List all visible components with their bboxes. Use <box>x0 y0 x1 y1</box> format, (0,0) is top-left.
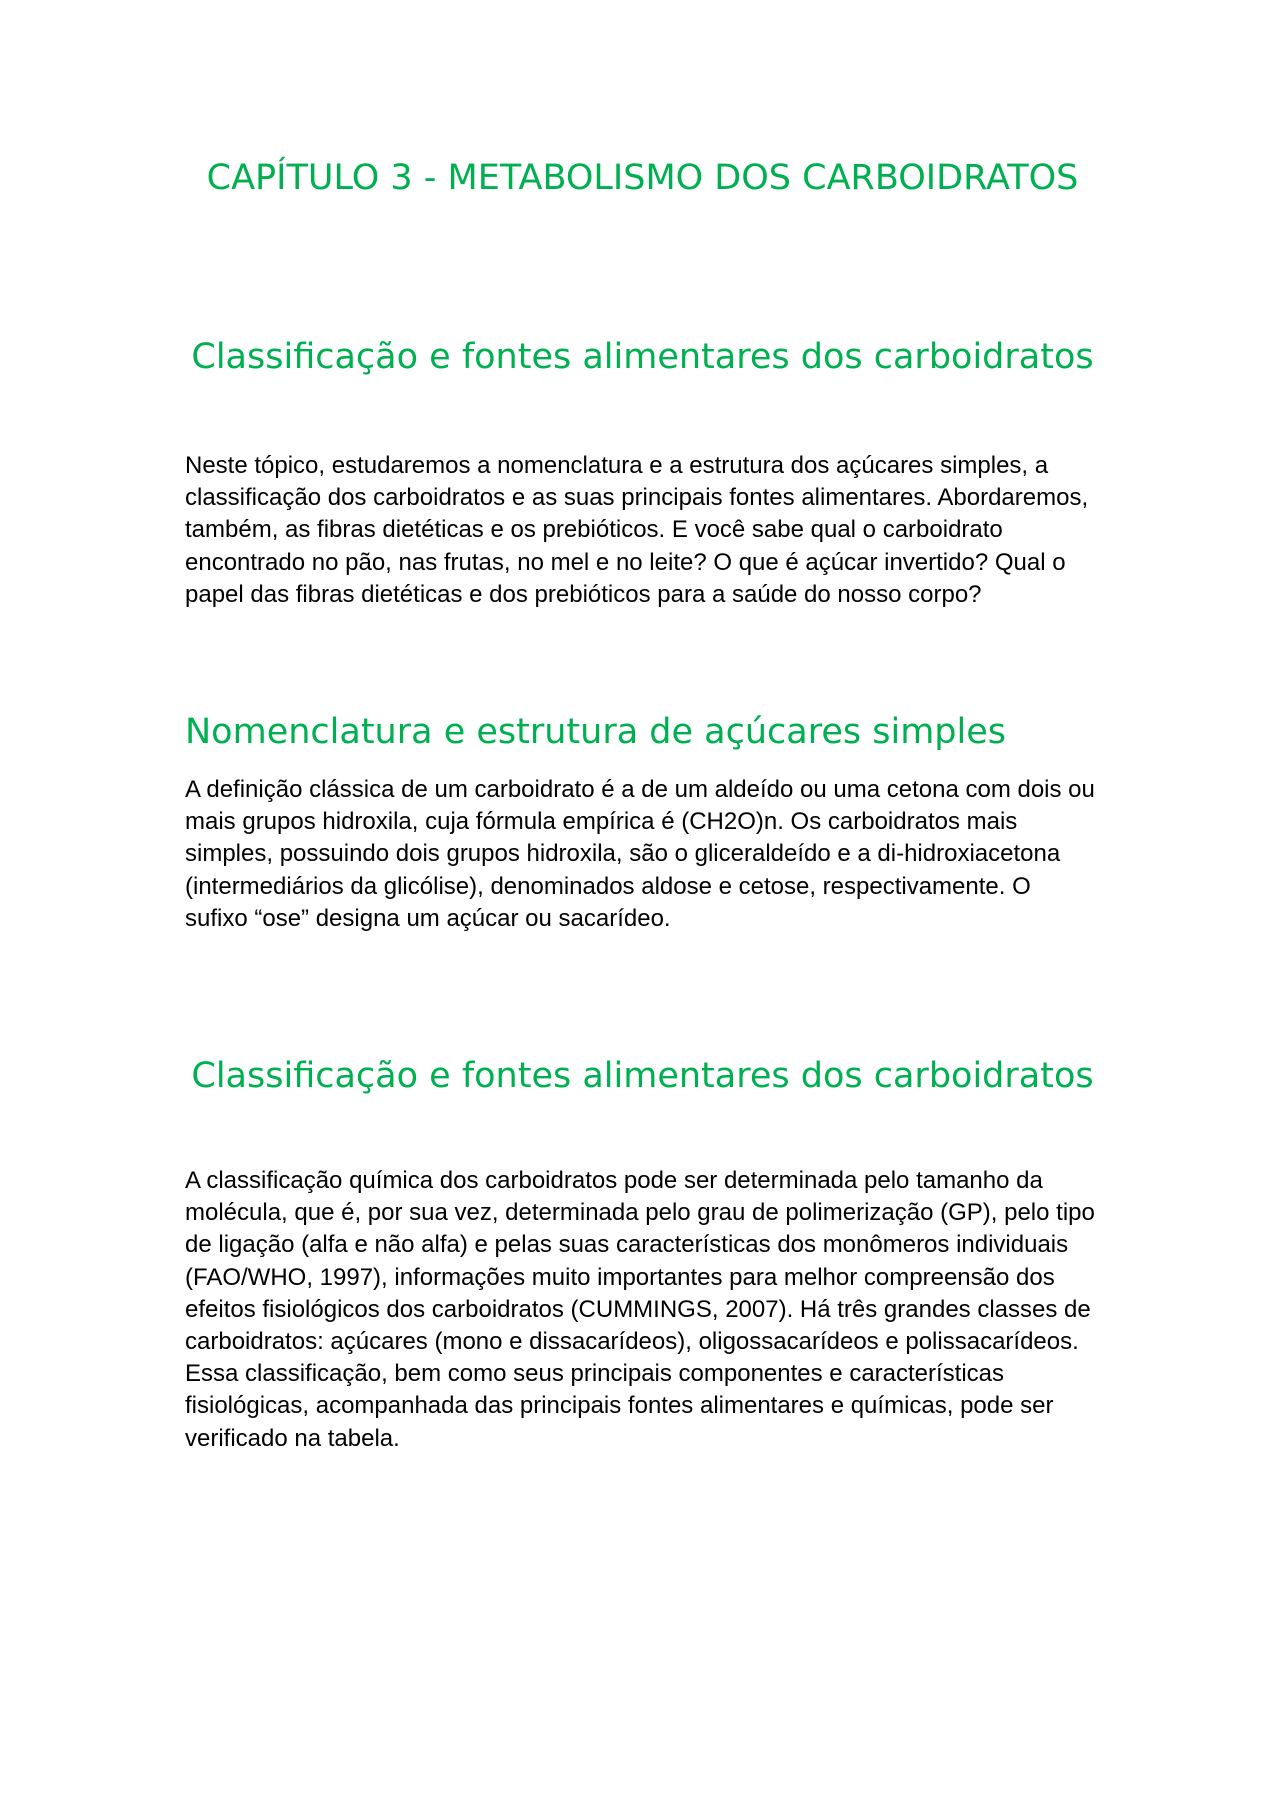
nomenclatura-paragraph: A definição clássica de um carboidrato é a de um aldeído ou uma cetona com dois ou mais grupos hidroxila, cuja fórmula empírica é (CH2O)n. Os carboidratos mais simples, possuindo dois grupos hidroxila, são o gliceraldeído e a di-hidroxiacetona (intermediários da glicólise), denominados aldose e cetose, respectivamente. O sufixo “ose” designa um açúcar ou sacarídeo. <box>185 776 1095 932</box>
classificacao-paragraph: A classificação química dos carboidratos pode ser determinada pelo tamanho da molécula, que é, por sua vez, determinada pelo grau de polimerização (GP), pelo tipo de ligação (alfa e não alfa) e pelas suas características dos monômeros individuais (FAO/WHO, 1997), informações muito importantes para melhor compreensão dos efeitos fisiológicos dos carboidratos (CUMMINGS, 2007). Há três grandes classes de carboidratos: açúcares (mono e dissacarídeos), oligossacarídeos e polissacarídeos. Essa classificação, bem como seus principais componentes e características fisiológicas, acompanhada das principais fontes alimentares e químicas, pode ser verificado na tabela. <box>185 1167 1095 1452</box>
section-heading-classificacao: Classificação e fontes alimentares dos carboidratos <box>191 337 1094 377</box>
intro-paragraph: Neste tópico, estudaremos a nomenclatura e a estrutura dos açúcares simples, a classificação dos carboidratos e as suas principais fontes alimentares. Abordaremos, também, as fibras dietéticas e os prebióticos. E você sabe qual o carboidrato encontrado no pão, nas frutas, no mel e no leite? O que é açúcar invertido? Qual o papel das fibras dietéticas e dos prebióticos para a saúde do nosso corpo? <box>185 452 1089 608</box>
section-heading-classificacao-2: Classificação e fontes alimentares dos carboidratos <box>191 1056 1094 1096</box>
chapter-title: CAPÍTULO 3 - METABOLISMO DOS CARBOIDRATOS <box>206 158 1079 198</box>
section-heading-nomenclatura: Nomenclatura e estrutura de açúcares simples <box>185 712 1006 752</box>
